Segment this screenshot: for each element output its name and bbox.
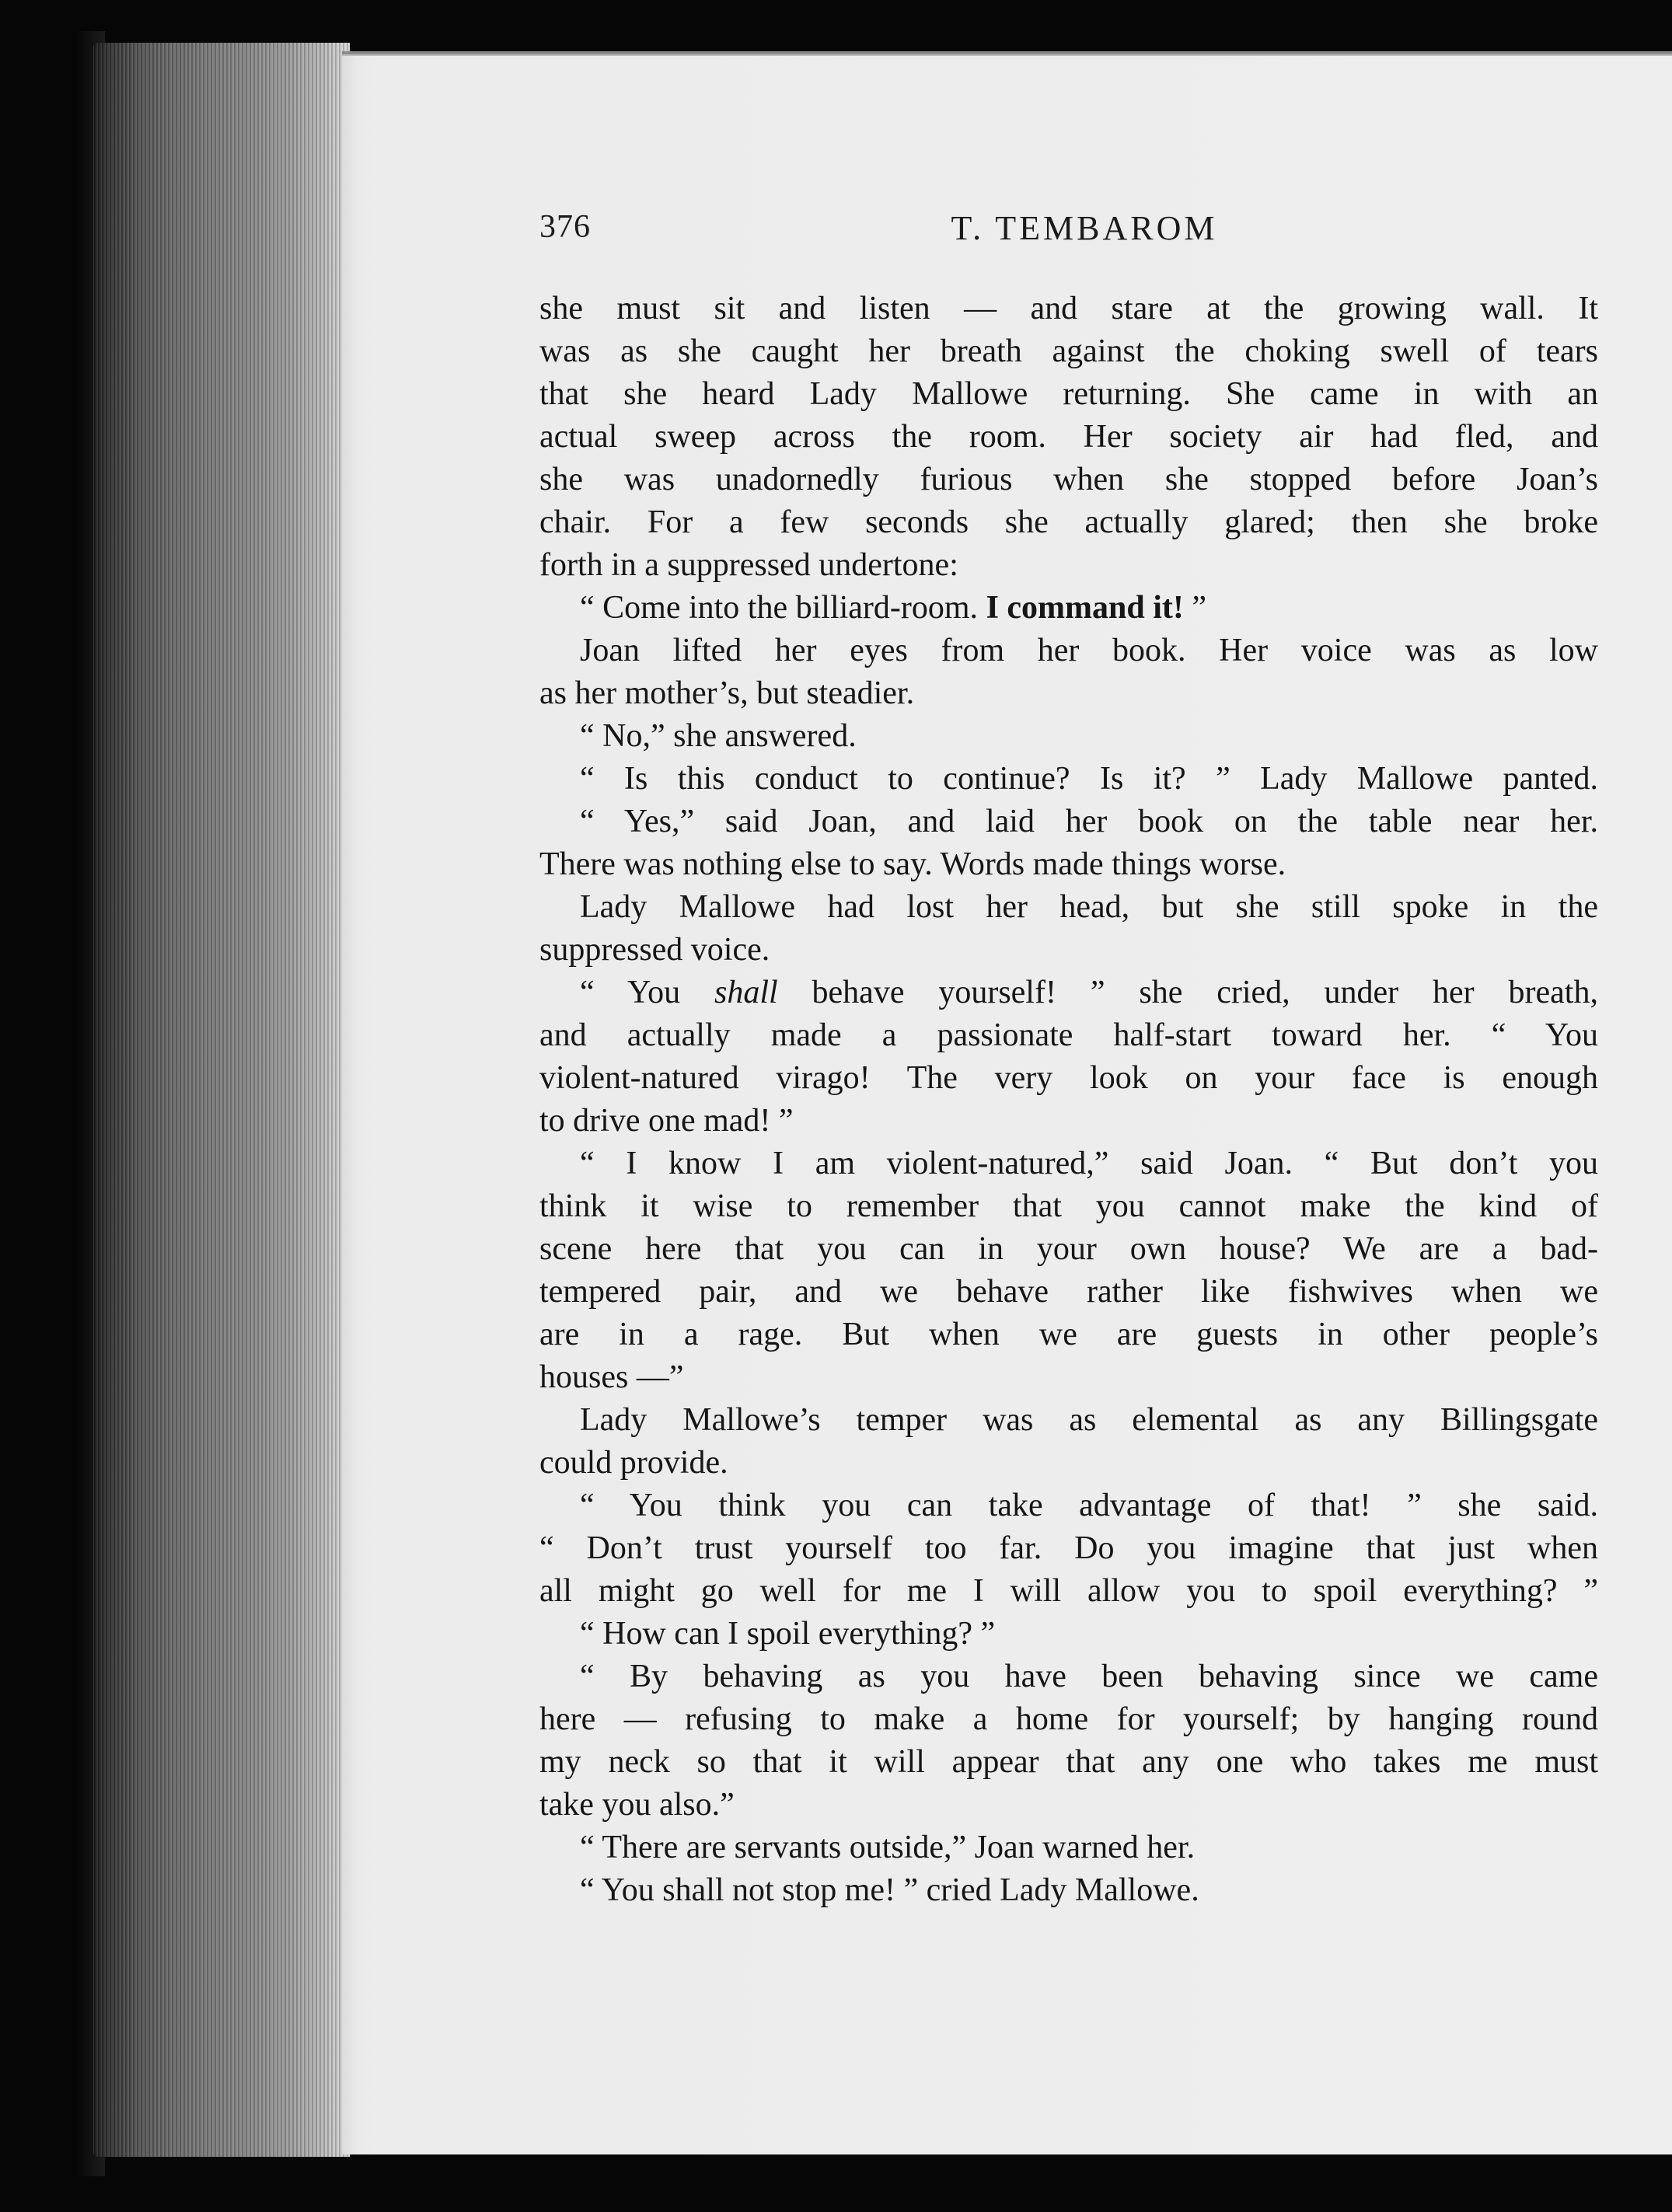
text-line: could provide. <box>539 1445 728 1481</box>
text-line: “ No,” she answered. <box>580 718 857 754</box>
text-line: “ You think you can take advantage of that! ” she said. <box>580 1488 1598 1523</box>
page-number: 376 <box>539 209 591 245</box>
text-line: Joan lifted her eyes from her book. Her voice was as low <box>580 633 1598 668</box>
text-line: are in a rage. But when we are guests in other people’s <box>539 1317 1598 1352</box>
text-line: Lady Mallowe had lost her head, but she still spoke in the <box>580 889 1598 925</box>
text-line: that she heard Lady Mallowe returning. She came in with an <box>539 376 1598 412</box>
running-head: T. TEMBAROM <box>951 209 1218 247</box>
text-line: “ Don’t trust yourself too far. Do you imagine that just when <box>539 1530 1598 1566</box>
text-line: “ You shall not stop me! ” cried Lady Mallowe. <box>580 1872 1199 1908</box>
text-line: all might go well for me I will allow you to spoil everything? ” <box>539 1573 1598 1609</box>
text-line: chair. For a few seconds she actually glared; then she broke <box>539 504 1598 540</box>
text-line: “ By behaving as you have been behaving since we came <box>580 1659 1598 1694</box>
bold-emphasis: I command it! <box>986 590 1184 626</box>
text-line: she was unadornedly furious when she stopped before Joan’s <box>539 462 1598 497</box>
italic-emphasis: shall <box>714 975 778 1010</box>
text-line: she must sit and listen — and stare at the growing wall. It <box>539 291 1598 326</box>
text-line: There was nothing else to say. Words made things worse. <box>539 846 1286 882</box>
text-line: “ Is this conduct to continue? Is it? ” Lady Mallowe panted. <box>580 761 1598 797</box>
text-line: tempered pair, and we behave rather like fishwives when we <box>539 1274 1598 1310</box>
text-line: “ There are servants outside,” Joan warned her. <box>580 1830 1196 1865</box>
text-line: houses —” <box>539 1359 684 1395</box>
text-line: was as she caught her breath against the choking swell of tears <box>539 333 1598 369</box>
text-line: and actually made a passionate half-start toward her. “ You <box>539 1017 1598 1053</box>
text-line: here — refusing to make a home for yourself; by hanging round <box>539 1701 1598 1737</box>
text-line: to drive one mad! ” <box>539 1103 794 1139</box>
body-text <box>539 288 1598 1912</box>
book-page-edges <box>93 43 350 2157</box>
text-line: “ Yes,” said Joan, and laid her book on the table near her. <box>580 804 1598 839</box>
text-line: take you also.” <box>539 1787 735 1823</box>
text-line: suppressed voice. <box>539 932 770 968</box>
text-line: “ How can I spoil everything? ” <box>580 1616 996 1652</box>
text-line: actual sweep across the room. Her society air had fled, and <box>539 419 1598 455</box>
text-line: think it wise to remember that you cannot make the kind of <box>539 1188 1598 1224</box>
text-line: forth in a suppressed undertone: <box>539 547 958 583</box>
text-line: “ You shall behave yourself! ” she cried, under her breath, <box>580 975 1598 1010</box>
text-line: scene here that you can in your own house? We are a bad- <box>539 1231 1598 1267</box>
text-line: Lady Mallowe’s temper was as elemental as any Billingsgate <box>580 1402 1598 1438</box>
page-header <box>539 208 1598 255</box>
text-line: as her mother’s, but steadier. <box>539 675 915 711</box>
text-line: violent-natured virago! The very look on your face is enough <box>539 1060 1598 1096</box>
text-line: my neck so that it will appear that any one who takes me must <box>539 1744 1598 1780</box>
text-line: “ I know I am violent-natured,” said Joan. “ But don’t you <box>580 1146 1598 1181</box>
text-line: “ Come into the billiard-room. I command it! ” <box>580 590 1207 626</box>
